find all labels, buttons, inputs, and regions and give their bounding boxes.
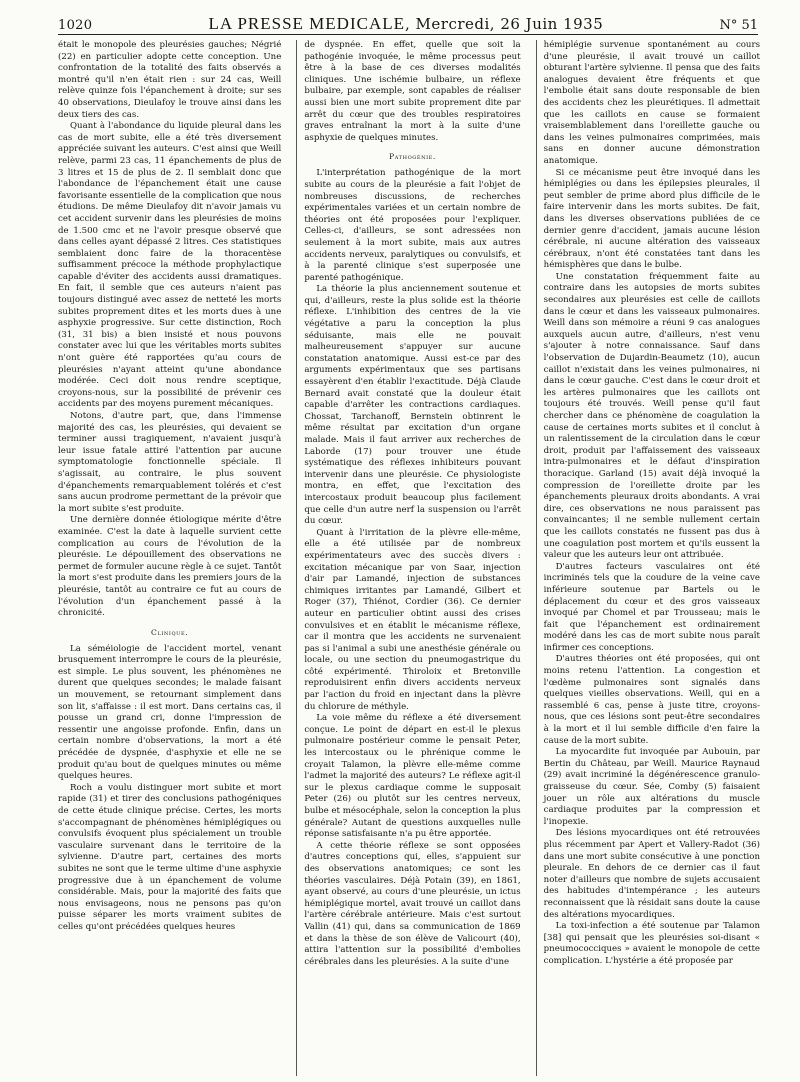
paragraph: hémiplégie survenue spontanément au cours d'une pleurésie, il avait trouvé un caillot obturant l'artère sylvienne. Il pensa que des faits analogues devaient être fréquents et que l'embolie était sans doute responsable de bien des accidents chez les pleurétiques. Il admettait que les caillots en cause se formaient vraisemblablement dans l'oreillette gauche ou dans les veines pulmonaires comprimées, mais sans en donner aucune démonstration anatomique. (543, 40, 760, 166)
paragraph: A cette théorie réflexe se sont opposées d'autres conceptions qui, elles, s'appuient sur des observations anatomiques; ce sont les théories vasculaires. Déjà Potain (39), en 1861, ayant observé, au cours d'une pleurésie, un ictus hémiplégique mortel, avait trouvé un caillot dans l'artère cérébrale antérieure. Mais c'est surtout Vallin (41) qui, dans sa communication de 1869 et dans la thèse de son élève de Valicourt (40), attira l'attention sur la possibilité d'embolies cérébrales dans les pleurésies. A la suite d'une (304, 840, 521, 967)
issue-date: , Mercredi, 26 Juin 1935 (405, 15, 604, 33)
paragraph: Quant à l'abondance du liquide pleural dans les cas de mort subite, elle a été très diversement appréciée suivant les auteurs. C'est ainsi que Weill relève, parmi 23 cas, 11 épanchements de plus de 3 litres et 15 de plus de 2. Il semblait donc que l'abondance de l'épanchement était une cause favorisante essentielle de la complication que nous étudions. De même Dieulafoy dit n'avoir jamais vu cet accident survenir dans les pleurésies de moins de 1.500 cmc et ne l'avoir presque observé que dans celles ayant dépassé 2 litres. Ces statistiques semblaient donc faire de la thoracentèse suffisamment précoce la méthode prophylactique capable d'éviter des accidents aussi dramatiques. En fait, il semble que ces auteurs n'aient pas toujours distingué avec assez de netteté les morts subites proprement dites et les morts dues à une asphyxie progressive. Sur cette distinction, Roch (31, 31 bis) a bien insisté et nous pouvons constater avec lui que les véritables morts subites n'ont guère été rapportées qu'au cours de pleurésies n'ayant atteint qu'une abondance modérée. Ceci doit nous rendre sceptique, croyons-nous, sur la possibilité de prévenir ces accidents par des moyens purement mécaniques. (58, 121, 282, 410)
paragraph: La voie même du réflexe a été diversement conçue. Le point de départ en est-il le plexus pulmonaire postérieur comme le pensait Peter, les intercostaux ou le phrénique comme le croyait Talamon, la plèvre elle-même comme l'admet la majorité des auteurs? Le réflexe agit-il sur le plexus cardiaque comme le supposait Peter (26) ou plutôt sur les centres nerveux, bulbe et mésocéphale, selon la conception la plus générale? Autant de questions auxquelles nulle réponse satisfaisante n'a pu être apportée. (304, 713, 521, 840)
header-rule (58, 34, 758, 35)
section-heading: Pathogénie. (389, 152, 436, 162)
page-number: 1020 (58, 18, 93, 33)
paragraph: D'autres facteurs vasculaires ont été incriminés tels que la coudure de la veine cave inférieure soutenue par Bartels ou le déplacement du cœur et des gros vaisseaux invoqué par Chomel et par Trousseau; mais le fait que l'épanchement est ordinairement modéré dans les cas de mort subite nous paraît infirmer ces conceptions. (543, 561, 760, 653)
paragraph: Des lésions myocardiques ont été retrouvées plus récemment par Apert et Vallery-Radot (36) dans une mort subite consécutive à une ponction pleurale. En dehors de ce dernier cas il faut noter d'ailleurs que nombre de sujets accusaient des habitudes d'intempérance ; les auteurs reconnaissent que là résidait sans doute la cause des altérations myocardiques. (543, 828, 760, 920)
paragraph: de dyspnée. En effet, quelle que soit la pathogénie invoquée, le même processus peut être à la base de ces diverses modalités cliniques. Une ischémie bulbaire, un réflexe bulbaire, par exemple, sont capables de réaliser aussi bien une mort subite proprement dite par arrêt du cœur que des troubles respiratoires graves entraînant la mort à la suite d'une asphyxie de quelques minutes. (304, 40, 521, 143)
paragraph: La toxi-infection a été soutenue par Talamon [38] qui pensait que les pleurésies soi-disant « pneumococciques » avaient le monopole de cette complication. L'hystérie a été proposée par (543, 921, 760, 966)
paragraph: Roch a voulu distinguer mort subite et mort rapide (31) et tirer des conclusions pathogéniques de cette étude clinique précise. Certes, les morts s'accompagnant de phénomènes hémiplégiques ou convulsifs évoquent plus spécialement un trouble vasculaire survenant dans le territoire de la sylvienne. D'autre part, certaines des morts subites ne sont que le terme ultime d'une asphyxie progressive due à un épanchement de volume considérable. Mais, pour la majorité des faits que nous envisageons, nous ne pensons pas qu'on puisse séparer les morts vraiment subites de celles qu'ont précédées quelques heures (58, 782, 282, 932)
paragraph: La théorie la plus anciennement soutenue et qui, d'ailleurs, reste la plus solide est la théorie réflexe. L'inhibition des centres de la vie végétative a paru la conception la plus séduisante, mais elle ne pouvait malheureusement s'appuyer sur aucune constatation anatomique. Aussi est-ce par des arguments expérimentaux que ses partisans essayèrent d'en établir l'exactitude. Déjà Claude Bernard avait constaté que la douleur était capable d'arrêter les contractions cardiaques. Chossat, Tarchanoff, Bernstein obtinrent le même résultat par excitation d'un organe malade. Mais il faut arriver aux recherches de Laborde (17) pour trouver une étude systématique des réflexes inhibiteurs pouvant intervenir dans une pleurésie. Ce physiologiste montra, en effet, que l'excitation des intercostaux produit beaucoup plus facilement que celle d'un autre nerf la suspension ou l'arrêt du cœur. (304, 284, 521, 527)
journal-title: LA PRESSE MEDICALE (208, 14, 405, 33)
journal-line (208, 14, 603, 34)
paragraph: Si ce mécanisme peut être invoqué dans les hémiplégies ou dans les épilepsies pleurales, il peut sembler de prime abord plus difficile de le faire intervenir dans les morts subites. De fait, dans les diverses observations publiées de ce dernier genre d'accident, jamais aucune lésion cérébrale, ni aucune altération des vaisseaux cérébraux, n'ont été constatées tant dans les hémisphères que dans le bulbe. (543, 167, 760, 271)
paragraph: était le monopole des pleurésies gauches; Négrié (22) en particulier adopte cette conception. Une confrontation de la totalité des faits observés a montré qu'il n'en était rien : sur 24 cas, Weill relève quinze fois l'épanchement à droite; sur ses 40 observations, Dieulafoy le trouve ainsi dans les deux tiers des cas. (58, 40, 282, 120)
text-column-3 (536, 40, 760, 1076)
text-column-2 (296, 40, 520, 1076)
paragraph: Une dernière donnée étiologique mérite d'être examinée. C'est la date à laquelle survient cette complication au cours de l'évolution de la pleurésie. Le dépouillement des observations ne permet de formuler aucune règle à ce sujet. Tantôt la mort s'est produite dans les premiers jours de la pleurésie, tantôt au contraire ce fut au cours de l'évolution d'un épanchement passé à la chronicité. (58, 515, 282, 619)
article-columns (58, 40, 760, 1076)
paragraph: Notons, d'autre part, que, dans l'immense majorité des cas, les pleurésies, qui devaient se terminer aussi tragiquement, n'avaient jusqu'à leur issue fatale attiré l'attention par aucune symptomatologie fonctionnelle spéciale. Il s'agissait, au contraire, le plus souvent d'épanchements remarquablement tolérés et c'est sans aucun prodrome permettant de la prévoir que la mort subite s'est produite. (58, 411, 282, 514)
paragraph: La séméiologie de l'accident mortel, venant brusquement interrompre le cours de la pleurésie, est simple. Le plus souvent, les phénomènes ne durent que quelques secondes; le malade faisant un mouvement, se retournant simplement dans son lit, s'affaisse : il est mort. Dans certains cas, il pousse un grand cri, donne l'impression de ressentir une angoisse profonde. Enfin, dans un certain nombre d'observations, la mort a été précédée de dyspnée, d'asphyxie et elle ne se produit qu'au bout de quelques minutes ou même quelques heures. (58, 643, 282, 782)
paragraph: L'interprétation pathogénique de la mort subite au cours de la pleurésie a fait l'objet de nombreuses discussions, de recherches expérimentales variées et un certain nombre de théories ont été proposées pour l'expliquer. Celles-ci, d'ailleurs, se sont adressées non seulement à la mort subite, mais aux autres accidents nerveux, paralytiques ou convulsifs, et à la parenté clinique s'est superposée une parenté pathogénique. (304, 168, 521, 283)
paragraph: D'autres théories ont été proposées, qui ont moins retenu l'attention. La congestion et l'œdème pulmonaires sont signalés dans quelques vieilles observations. Weill, qui en a rassemblé 6 cas, pense à juste titre, croyons-nous, que ces lésions sont peut-être secondaires à la mort et il lui semble difficile d'en faire la cause de la mort subite. (543, 654, 760, 746)
section-heading: Clinique. (151, 627, 189, 637)
paragraph: La myocardite fut invoquée par Aubouin, par Bertin du Château, par Weill. Maurice Raynaud (29) avait incriminé la dégénérescence granulo-graisseuse du cœur. Sée, Comby (5) faisaient jouer un rôle aux altérations du muscle cardiaque produites par la compression et l'inopexie. (543, 747, 760, 827)
issue-number: N° 51 (719, 18, 758, 33)
text-column-1 (58, 40, 281, 1076)
paragraph: Quant à l'irritation de la plèvre elle-même, elle a été utilisée par de nombreux expérimentateurs avec des succès divers : excitation mécanique par von Saar, injection d'air par Lamandé, injection de substances chimiques irritantes par Lamandé, Gilbert et Roger (37), Thiénot, Cordier (36). Ce dernier auteur en particulier obtint aussi des crises convulsives et en établit le mécanisme réflexe, car il montra que les accidents ne survenaient pas si l'animal a subi une anesthésie générale ou locale, ou une section du pneumogastrique du côté expérimenté. Thiroloix et Bretonville reproduisirent enfin divers accidents nerveux par l'action du froid en injectant dans la plèvre du chlorure de méthyle. (304, 527, 521, 712)
paragraph: Une constatation fréquemment faite au contraire dans les autopsies de morts subites secondaires aux pleurésies est celle de caillots dans le cœur et dans les vaisseaux pulmonaires. Weill dans son mémoire a réuni 9 cas analogues auxquels aucun autre, d'ailleurs, n'est venu s'ajouter à notre connaissance. Sauf dans l'observation de Dujardin-Beaumetz (10), aucun caillot n'existait dans les veines pulmonaires, ni dans le cœur gauche. C'est dans le cœur droit et les artères pulmonaires que les caillots ont toujours été trouvés. Weill pense qu'il faut chercher dans ce phénomène de coagulation la cause de certaines morts subites et il conclut à un ralentissement de la circulation dans le cœur droit, produit par l'affaissement des vaisseaux intra-pulmonaires et le défaut d'inspiration thoracique. Garland (15) avait déjà invoqué la compression de l'oreillette droite par les épanchements pleuraux droits abondants. A vrai dire, ces observations ne nous paraissent pas convaincantes; il ne semble nullement certain que les caillots constatés ne fussent pas dus à une coagulation post mortem et qu'ils eussent la valeur que les auteurs leur ont attribuée. (543, 271, 760, 561)
